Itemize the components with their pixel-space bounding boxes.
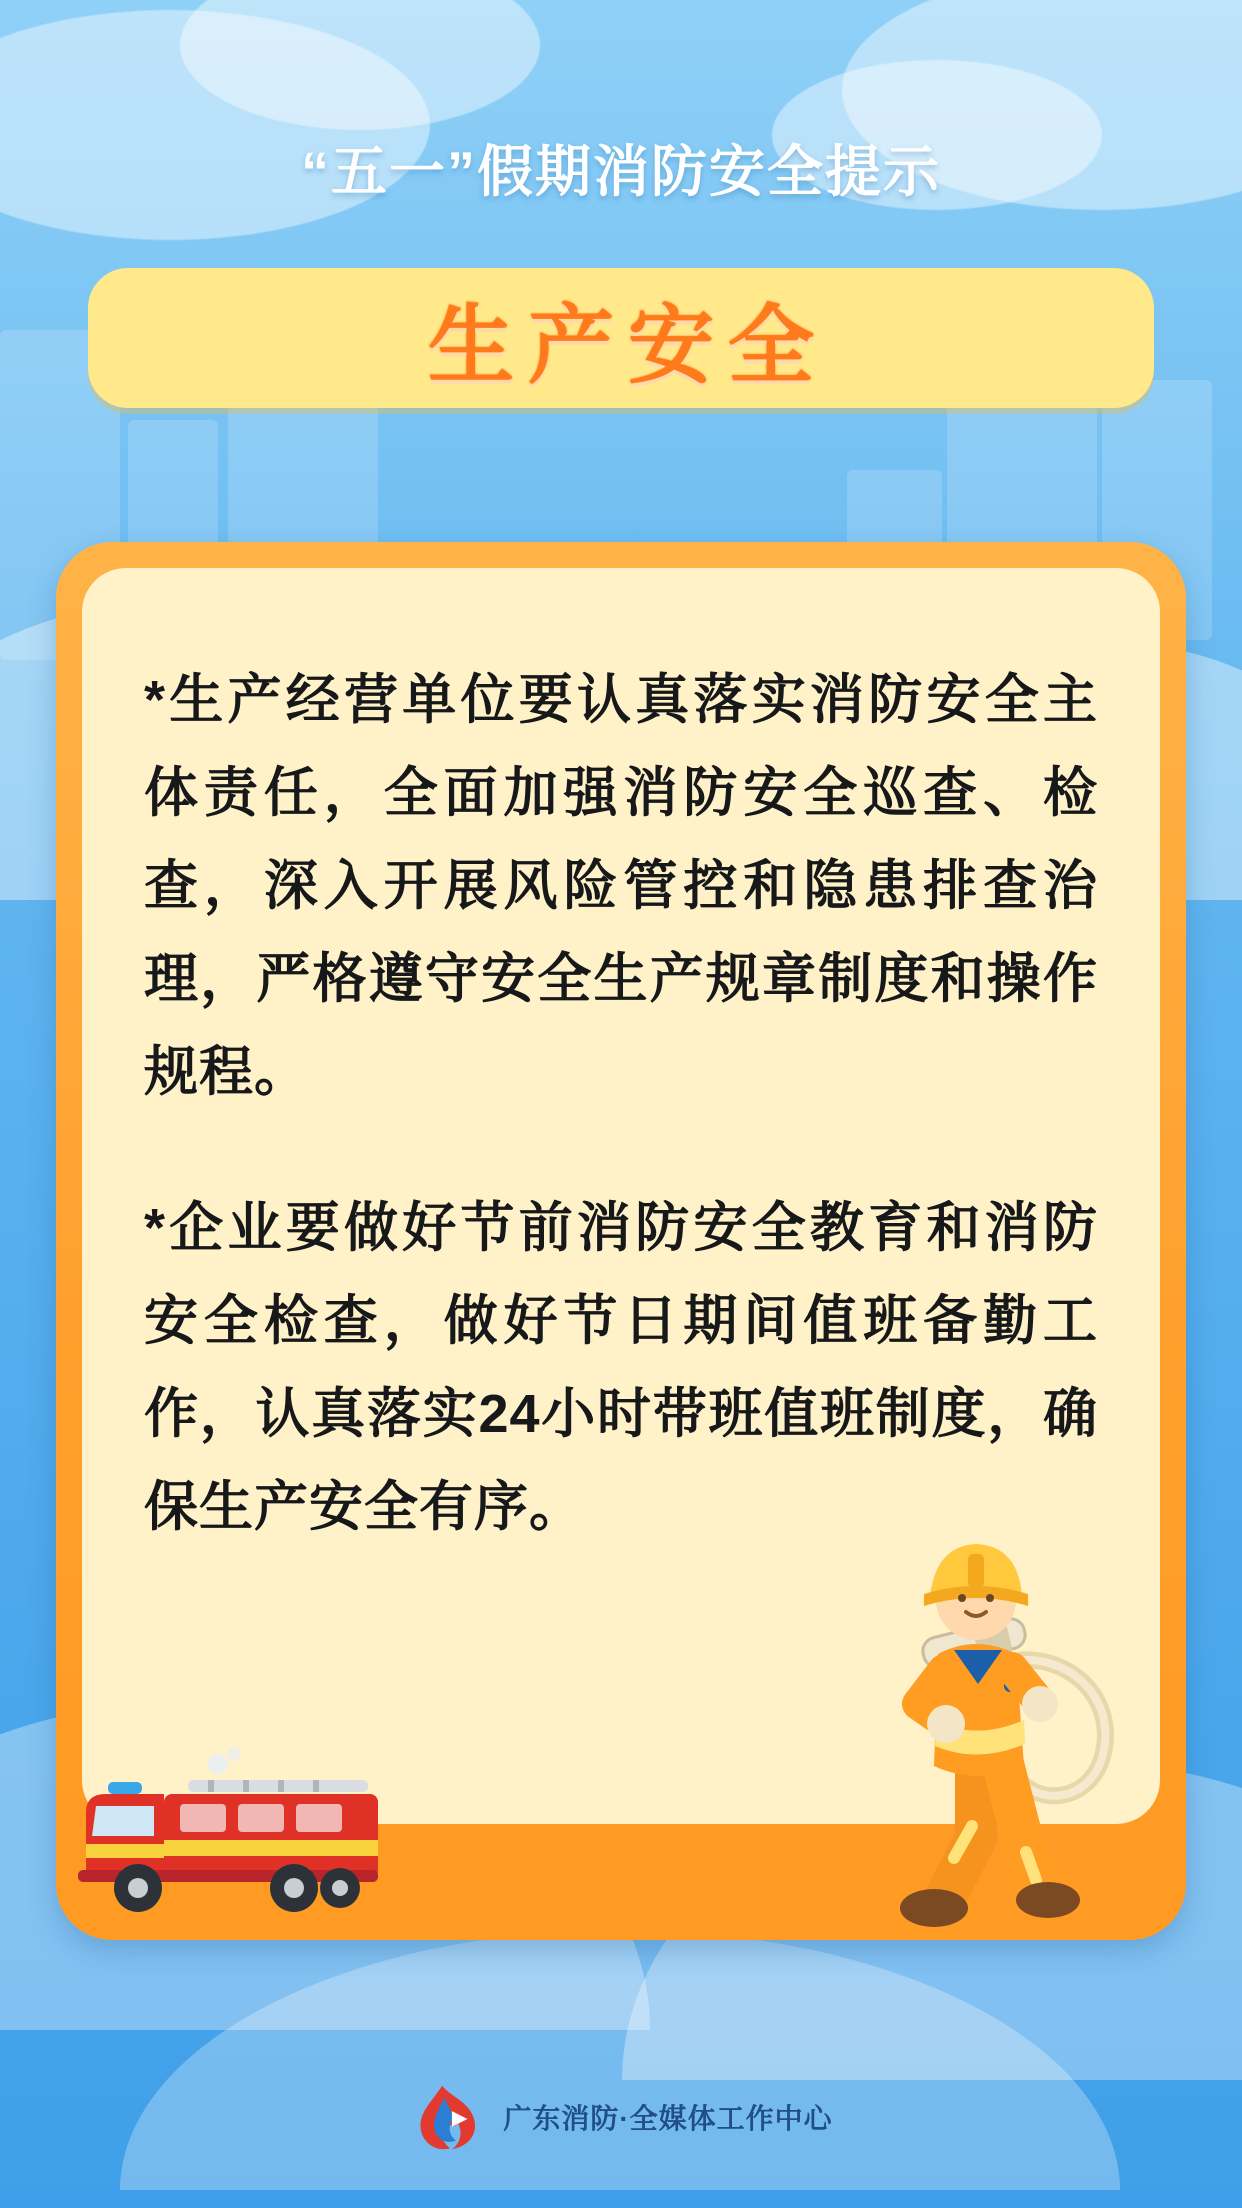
footer xyxy=(0,2078,1242,2156)
guangdong-fire-logo-icon xyxy=(409,2078,487,2156)
content-card xyxy=(56,542,1186,1940)
content-paragraph: *企业要做好节前消防安全教育和消防安全检查，做好节日期间值班备勤工作，认真落实24小时带班值班制度，确保生产安全有序。 xyxy=(144,1198,1098,1537)
footer-org-text: 广东消防·全媒体工作中心 xyxy=(503,2103,833,2134)
section-title-text: 生产安全 xyxy=(428,298,828,394)
section-title-banner xyxy=(88,268,1154,408)
content-card-body xyxy=(82,568,1160,1824)
content-paragraph: *生产经营单位要认真落实消防安全主体责任，全面加强消防安全巡查、检查，深入开展风险管控和隐患排查治理，严格遵守安全生产规章制度和操作规程。 xyxy=(144,670,1098,1102)
page-title: “五一”假期消防安全提示 xyxy=(301,140,941,203)
